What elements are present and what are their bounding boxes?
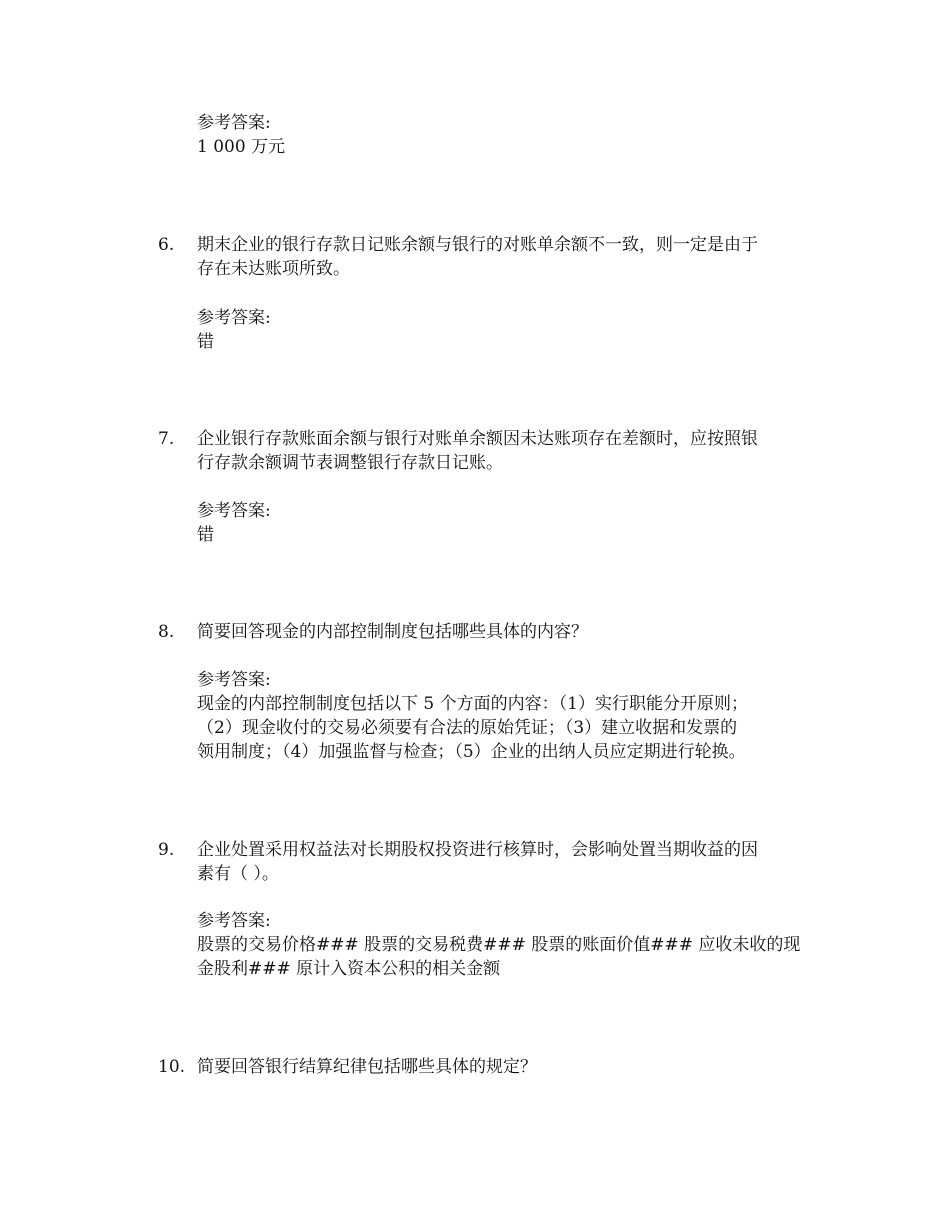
question-number: 7.	[158, 429, 175, 449]
answer-block-5	[197, 111, 285, 159]
question-text	[197, 427, 817, 475]
question-line: 企业处置采用权益法对长期股权投资进行核算时，会影响处置当期收益的因	[197, 840, 758, 860]
answer-block-6	[197, 306, 837, 354]
question-line: 存在未达账项所致。	[197, 259, 350, 279]
answer-label: 参考答案:	[197, 113, 271, 133]
question-line: 企业银行存款账面余额与银行对账单余额因未达账项存在差额时，应按照银	[197, 429, 758, 449]
answer-text: 领用制度；（4）加强监督与检查；（5）企业的出纳人员应定期进行轮换。	[197, 742, 746, 762]
question-line: 简要回答银行结算纪律包括哪些具体的规定？	[197, 1057, 537, 1077]
question-number: 6.	[158, 235, 175, 255]
question-line: 简要回答现金的内部控制制度包括哪些具体的内容？	[197, 622, 588, 642]
answer-label: 参考答案:	[197, 308, 271, 328]
question-text	[197, 233, 817, 281]
question-line: 素有（ ）。	[197, 864, 279, 884]
answer-text: 金股利### 原计入资本公积的相关金额	[197, 959, 501, 979]
answer-text: 错	[197, 525, 214, 545]
question-text	[197, 1055, 817, 1079]
answer-text: 错	[197, 332, 214, 352]
question-line: 行存款余额调节表调整银行存款日记账。	[197, 453, 503, 473]
question-number: 8.	[158, 622, 175, 642]
question-text	[197, 838, 817, 886]
question-number: 10.	[158, 1057, 186, 1077]
question-text	[197, 620, 817, 644]
answer-label: 参考答案:	[197, 670, 271, 690]
answer-text: 1 000 万元	[197, 137, 286, 157]
answer-text: 现金的内部控制制度包括以下 5 个方面的内容：（1）实行职能分开原则；	[197, 694, 748, 714]
answer-block-7	[197, 499, 837, 547]
answer-block-9	[197, 909, 837, 981]
answer-label: 参考答案:	[197, 911, 271, 931]
question-number: 9.	[158, 840, 175, 860]
answer-label: 参考答案:	[197, 501, 271, 521]
answer-text: （2）现金收付的交易必须要有合法的原始凭证；（3）建立收据和发票的	[197, 718, 738, 738]
answer-text: 股票的交易价格### 股票的交易税费### 股票的账面价值### 应收未收的现	[197, 935, 801, 955]
answer-block-8	[197, 668, 837, 764]
question-line: 期末企业的银行存款日记账余额与银行的对账单余额不一致，则一定是由于	[197, 235, 758, 255]
